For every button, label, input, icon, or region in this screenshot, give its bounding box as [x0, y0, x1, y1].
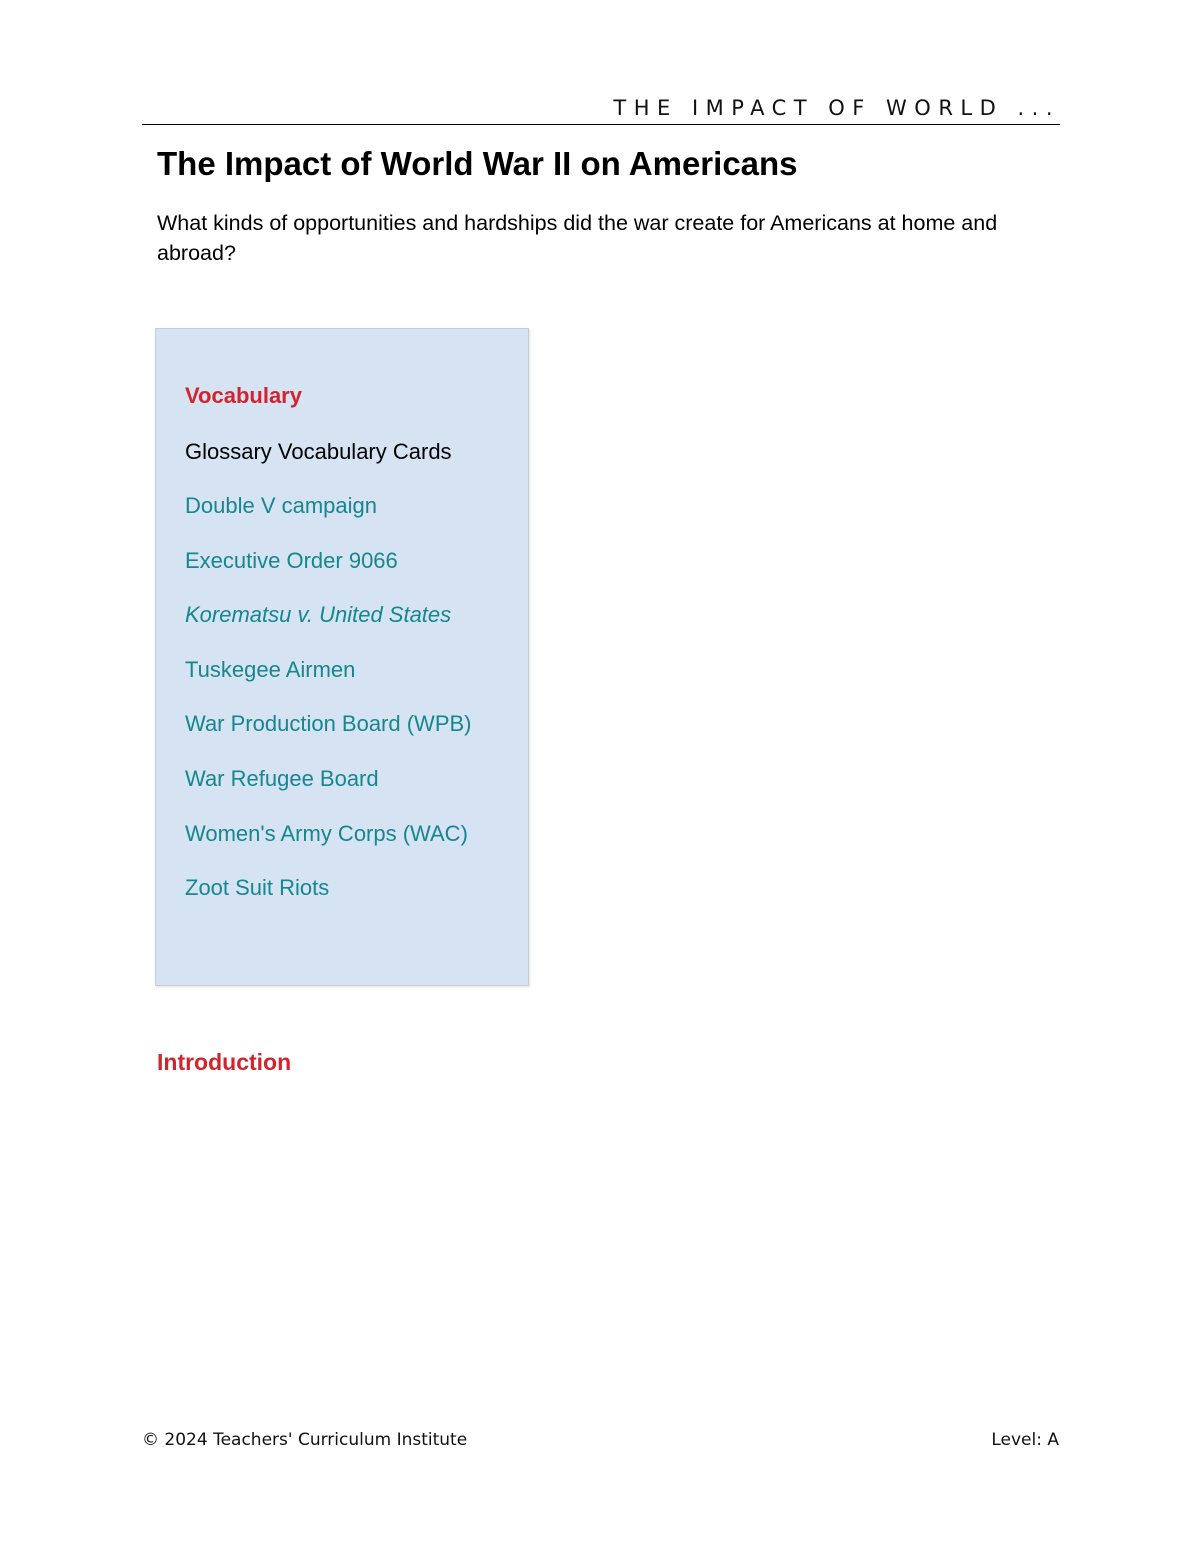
- vocab-term-executive-order-9066[interactable]: Executive Order 9066: [185, 547, 398, 573]
- glossary-vocabulary-cards-label: Glossary Vocabulary Cards: [185, 439, 452, 464]
- header-divider: [142, 124, 1060, 125]
- vocab-term-war-refugee-board[interactable]: War Refugee Board: [185, 765, 379, 791]
- footer-level: Level: A: [991, 1430, 1059, 1450]
- running-header-title: THE IMPACT OF WORLD ...: [613, 96, 1060, 120]
- footer-copyright: © 2024 Teachers' Curriculum Institute: [142, 1430, 468, 1450]
- vocab-term-korematsu-v-united-states[interactable]: Korematsu v. United States: [185, 602, 452, 628]
- vocab-term-zoot-suit-riots[interactable]: Zoot Suit Riots: [185, 875, 330, 901]
- vocab-term-double-v-campaign[interactable]: Double V campaign: [185, 493, 378, 518]
- vocab-term-tuskegee-airmen[interactable]: Tuskegee Airmen: [185, 656, 356, 682]
- vocabulary-term-list: [185, 491, 515, 928]
- introduction-heading: Introduction: [157, 1049, 292, 1075]
- vocabulary-heading: Vocabulary: [185, 383, 302, 408]
- vocab-term-war-production-board[interactable]: War Production Board (WPB): [185, 711, 472, 737]
- essential-question: What kinds of opportunities and hardships did the war create for Americans at home and abroad?: [157, 211, 998, 265]
- vocabulary-panel: [155, 328, 529, 986]
- page-title: The Impact of World War II on Americans: [157, 145, 798, 182]
- vocab-term-womens-army-corps[interactable]: Women's Army Corps (WAC): [185, 820, 468, 846]
